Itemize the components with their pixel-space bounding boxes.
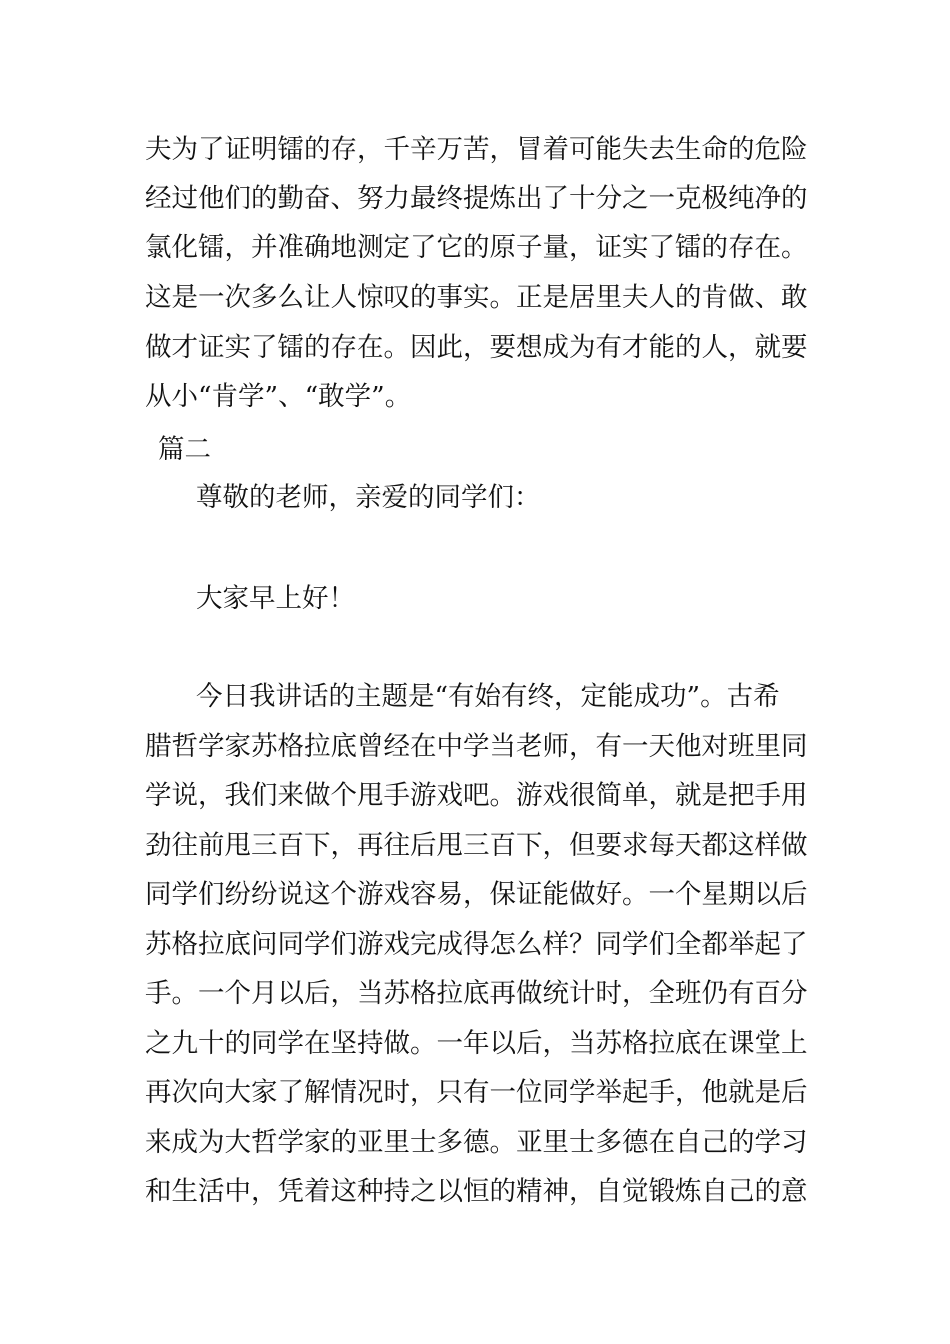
paragraph-line: 学说，我们来做个甩手游戏吧。游戏很简单，就是把手用 [145,780,808,811]
paragraph-line: 手。一个月以后，当苏格拉底再做统计时，全班仍有百分 [145,978,808,1009]
section-heading: 篇二 [158,434,211,465]
paragraph-line: 氯化镭，并准确地测定了它的原子量，证实了镭的存在。 [145,232,808,263]
paragraph-line: 做才证实了镭的存在。因此，要想成为有才能的人，就要 [145,332,808,363]
paragraph-line: 腊哲学家苏格拉底曾经在中学当老师，有一天他对班里同 [145,731,808,762]
paragraph-line: 劲往前甩三百下，再往后甩三百下，但要求每天都这样做 [145,830,808,861]
paragraph-line: 苏格拉底问同学们游戏完成得怎么样？同学们全都举起了 [145,929,808,960]
paragraph-line: 经过他们的勤奋、努力最终提炼出了十分之一克极纯净的 [145,183,808,214]
paragraph-line: 来成为大哲学家的亚里士多德。亚里士多德在自己的学习 [145,1127,808,1158]
paragraph-line: 和生活中，凭着这种持之以恒的精神，自觉锻炼自己的意 [145,1176,808,1207]
paragraph-line: 夫为了证明镭的存，千辛万苦，冒着可能失去生命的危险 [145,134,808,165]
morning-greeting: 大家早上好！ [196,583,355,614]
paragraph-line: 从小“肯学”、“敢学”。 [145,381,412,412]
paragraph-line: 再次向大家了解情况时，只有一位同学举起手，他就是后 [145,1077,808,1108]
paragraph-line: 之九十的同学在坚持做。一年以后，当苏格拉底在课堂上 [145,1028,808,1059]
paragraph-line: 这是一次多么让人惊叹的事实。正是居里夫人的肯做、敢 [145,282,808,313]
paragraph-line: 同学们纷纷说这个游戏容易，保证能做好。一个星期以后 [145,879,808,910]
paragraph-line: 今日我讲话的主题是“有始有终，定能成功”。古希 [196,681,780,712]
greeting-line: 尊敬的老师，亲爱的同学们： [196,482,541,513]
